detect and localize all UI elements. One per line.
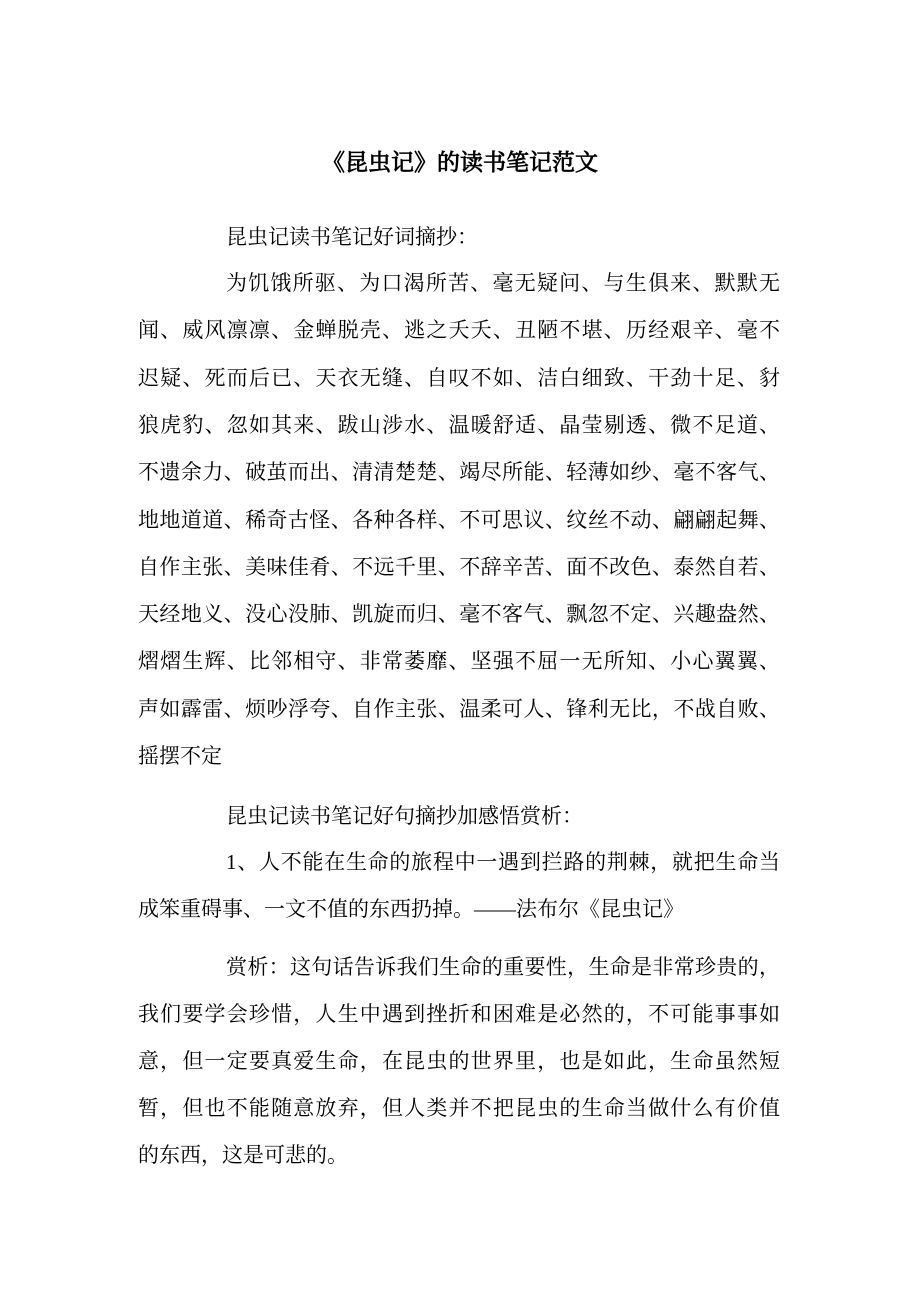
text-line: 昆虫记读书笔记好词摘抄： [226,225,478,249]
text-line: 熠熠生辉、比邻相守、非常萎靡、坚强不屈一无所知、小心翼翼、 [138,649,780,673]
text-line: 成笨重碍事、一文不值的东西扔掉。——法布尔《昆虫记》 [138,897,684,921]
text-line: 不遗余力、破茧而出、清清楚楚、竭尽所能、轻薄如纱、毫不客气、 [138,460,780,484]
text-line: 摇摆不定 [138,744,222,768]
text-line: 闻、威风凛凛、金蝉脱壳、逃之夭夭、丑陋不堪、历经艰辛、毫不 [138,318,780,342]
text-line: 地地道道、稀奇古怪、各种各样、不可思议、纹丝不动、翩翩起舞、 [138,508,780,532]
text-line: 1、人不能在生命的旅程中一遇到拦路的荆棘，就把生命当 [226,850,780,874]
text-line: 为饥饿所驱、为口渴所苦、毫无疑问、与生俱来、默默无 [226,271,780,295]
text-line: 昆虫记读书笔记好句摘抄加感悟赏析： [226,804,583,828]
text-line: 狼虎豹、忽如其来、跋山涉水、温暖舒适、晶莹剔透、微不足道、 [138,413,780,437]
text-line: 我们要学会珍惜，人生中遇到挫折和困难是必然的，不可能事事如 [138,1002,780,1026]
text-line: 的东西，这是可悲的。 [138,1143,348,1167]
document-title: 《昆虫记》的读书笔记范文 [322,150,598,175]
text-line: 天经地义、没心没肺、凯旋而归、毫不客气、飘忽不定、兴趣盎然、 [138,602,780,626]
text-line: 声如霹雷、烦吵浮夸、自作主张、温柔可人、锋利无比，不战自败、 [138,697,780,721]
text-line: 赏析：这句话告诉我们生命的重要性，生命是非常珍贵的， [226,955,780,979]
text-line: 迟疑、死而后已、天衣无缝、自叹不如、洁白细致、干劲十足、豺 [138,366,780,390]
text-line: 意，但一定要真爱生命，在昆虫的世界里，也是如此，生命虽然短 [138,1049,780,1073]
text-line: 自作主张、美味佳肴、不远千里、不辞辛苦、面不改色、泰然自若、 [138,555,780,579]
text-line: 暂，但也不能随意放弃，但人类并不把昆虫的生命当做什么有价值 [138,1096,780,1120]
